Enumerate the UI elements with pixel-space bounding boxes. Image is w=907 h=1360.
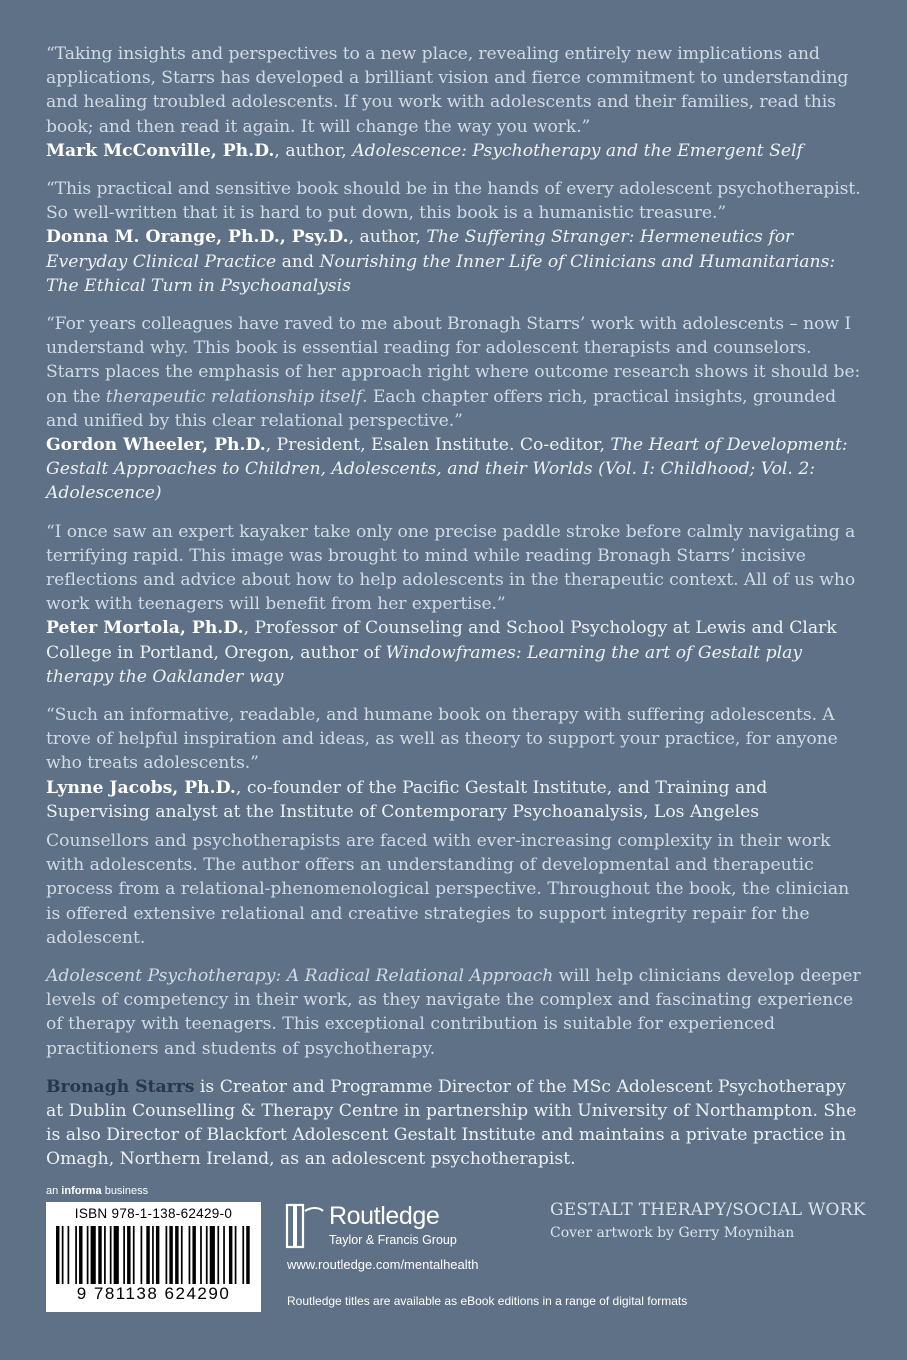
- author-bio: Bronagh Starrs is Creator and Programme Director of the MSc Adolescent Psychotherapy at Dublin Counselling & Therapy Centre in partnership with University of Northampton. She is also Director of Blackfort Adolescent Gestalt Institute and maintains a private practice in Omagh, Northern Ireland, as an adolescent psychotherapist.: [46, 1076, 857, 1170]
- barcode-bar: [189, 1226, 191, 1284]
- barcode-bar: [175, 1226, 178, 1284]
- barcode-bar: [217, 1226, 219, 1284]
- barcode-icon: [56, 1226, 252, 1284]
- endorser-name: Gordon Wheeler, Ph.D.: [46, 435, 266, 456]
- endorsement-attribution: Gordon Wheeler, Ph.D., President, Esalen Institute. Co-editor, The Heart of Development: Gestalt Approaches to Children, Adolescents, and their Worlds (Vol. I: Childhood; Vol. 2: Adolescence): [46, 435, 848, 504]
- endorsement-attribution: Lynne Jacobs, Ph.D., co-founder of the Pacific Gestalt Institute, and Training and Supervising analyst at the Institute of Contemporary Psychoanalysis, Los Angeles: [46, 777, 768, 822]
- author-name: Bronagh Starrs: [46, 1076, 195, 1097]
- endorser-name: Peter Mortola, Ph.D.: [46, 618, 244, 639]
- publisher-name: Routledge: [329, 1202, 440, 1230]
- barcode-bar: [169, 1226, 172, 1284]
- endorsement-quote: “I once saw an expert kayaker take only one precise paddle stroke before calmly navigating a terrifying rapid. This image was brought to mind while reading Bronagh Starrs’ incisive reflections and advice about how to help adolescents in the therapeutic context. All of us who work with teenagers will benefit from her expertise.”: [46, 521, 856, 615]
- barcode-bar: [156, 1226, 159, 1284]
- barcode-bar: [104, 1226, 106, 1284]
- book-description: [46, 829, 866, 1172]
- endorsement: [46, 520, 866, 689]
- cover-credit: Cover artwork by Gerry Moynihan: [550, 1225, 795, 1241]
- description-paragraph: Counsellors and psychotherapists are faced with ever-increasing complexity in their work with adolescents. The author offers an understanding of developmental and therapeutic process from a relational-phenomenological perspective. Throughout the book, the clinician is offered extensive relational and creative strategies to support integrity repair for the adolescent.: [46, 831, 850, 948]
- barcode-bar: [68, 1226, 70, 1284]
- barcode-bar: [87, 1226, 89, 1284]
- book-title: Adolescent Psychotherapy: A Radical Relational Approach: [46, 966, 554, 987]
- barcode-bar: [246, 1226, 249, 1284]
- barcode-bar: [206, 1226, 208, 1284]
- barcode-bar: [114, 1226, 119, 1284]
- routledge-logo-icon: [285, 1203, 325, 1251]
- endorsement-attribution: Peter Mortola, Ph.D., Professor of Counseling and School Psychology at Lewis and Clark College in Portland, Oregon, author of Windowframes: Learning the art of Gestalt play therapy the Oaklander way: [46, 618, 837, 687]
- barcode-bar: [75, 1226, 77, 1284]
- barcode-bar: [56, 1226, 59, 1284]
- barcode-bar: [200, 1226, 202, 1284]
- barcode-bar: [181, 1226, 183, 1284]
- barcode-bar: [62, 1226, 64, 1284]
- barcode-bar: [146, 1226, 149, 1284]
- endorsement-attribution: Mark McConville, Ph.D., author, Adolescence: Psychotherapy and the Emergent Self: [46, 140, 803, 161]
- endorser-name: Donna M. Orange, Ph.D., Psy.D.: [46, 227, 349, 248]
- barcode-bar: [166, 1226, 168, 1284]
- ebook-note: Routledge titles are available as eBook editions in a range of digital formats: [287, 1294, 688, 1308]
- barcode-bar: [91, 1226, 96, 1284]
- endorser-work: Windowframes: Learning the art of Gestalt play therapy the Oaklander way: [46, 642, 803, 687]
- endorser-name: Mark McConville, Ph.D.: [46, 140, 275, 161]
- endorser-work: The Heart of Development: Gestalt Approaches to Children, Adolescents, and their Worlds (Vol. I: Childhood; Vol. 2: Adolescence): [46, 435, 848, 504]
- endorser-name: Lynne Jacobs, Ph.D.: [46, 777, 236, 798]
- endorser-work: Adolescence: Psychotherapy and the Emergent Self: [352, 140, 803, 161]
- barcode-bar: [152, 1226, 154, 1284]
- endorsement-attribution: Donna M. Orange, Ph.D., Psy.D., author, The Suffering Stranger: Hermeneutics for Everyday Clinical Practice and Nourishing the Inner Life of Clinicians and Humanitarians: The Ethical Turn in Psychoanalysis: [46, 227, 836, 296]
- endorsement: [46, 42, 866, 163]
- barcode-bar: [98, 1226, 101, 1284]
- barcode-bar: [223, 1226, 225, 1284]
- barcode-bar: [229, 1226, 232, 1284]
- endorsement: [46, 177, 866, 298]
- endorser-work: The Suffering Stranger: Hermeneutics for Everyday Clinical Practice: [46, 227, 794, 272]
- publisher-group: Taylor & Francis Group: [329, 1233, 457, 1247]
- barcode-bar: [141, 1226, 143, 1284]
- endorser-work: Nourishing the Inner Life of Clinicians and Humanitarians: The Ethical Turn in Psychoanalysis: [46, 251, 836, 296]
- barcode-bar: [79, 1226, 82, 1284]
- barcode-bar: [123, 1226, 125, 1284]
- endorsement: [46, 703, 866, 824]
- isbn-barcode: [46, 1202, 261, 1312]
- endorsement-quote: “For years colleagues have raved to me about Bronagh Starrs’ work with adolescents – now I understand why. This book is essential reading for adolescent therapists and counselors. Starrs places the emphasis of her approach right where outcome research shows it should be: on the therapeutic relationship itself. Each chapter offers rich, practical insights, grounded and unified by this clear relational perspective.”: [46, 314, 861, 431]
- endorsements-section: [46, 42, 866, 838]
- informa-tagline: an informa business: [46, 1185, 149, 1197]
- isbn-label: ISBN 978-1-138-62429-0: [74, 1206, 233, 1221]
- publisher-url[interactable]: www.routledge.com/mentalhealth: [287, 1257, 479, 1272]
- barcode-bar: [110, 1226, 112, 1284]
- barcode-number: 9 781138 624290: [76, 1284, 231, 1303]
- barcode-bar: [192, 1226, 195, 1284]
- barcode-bar: [235, 1226, 237, 1284]
- endorsement-quote: “Such an informative, readable, and humane book on therapy with suffering adolescents. A trove of helpful inspiration and ideas, as well as theory to support your practice, for anyone who treats adolescents.”: [46, 705, 838, 774]
- subject-category: GESTALT THERAPY/SOCIAL WORK: [550, 1200, 866, 1220]
- barcode-bar: [127, 1226, 130, 1284]
- barcode-bar: [133, 1226, 135, 1284]
- endorsement-quote: “This practical and sensitive book should be in the hands of every adolescent psychotherapist. So well-written that it is hard to put down, this book is a humanistic treasure.”: [46, 179, 861, 224]
- barcode-bar: [242, 1226, 244, 1284]
- endorsement-quote: “Taking insights and perspectives to a new place, revealing entirely new implications and applications, Starrs has developed a brilliant vision and fierce commitment to understanding and healing troubled adolescents. If you work with adolescents and their families, read this book; and then read it again. It will change the way you work.”: [46, 44, 849, 137]
- endorsement: [46, 312, 866, 506]
- barcode-bar: [210, 1226, 215, 1284]
- description-paragraph: Adolescent Psychotherapy: A Radical Relational Approach will help clinicians develop deeper levels of competency in their work, as they navigate the complex and fascinating experience of therapy with teenagers. This exceptional contribution is suitable for experienced practitioners and students of psychotherapy.: [46, 966, 861, 1059]
